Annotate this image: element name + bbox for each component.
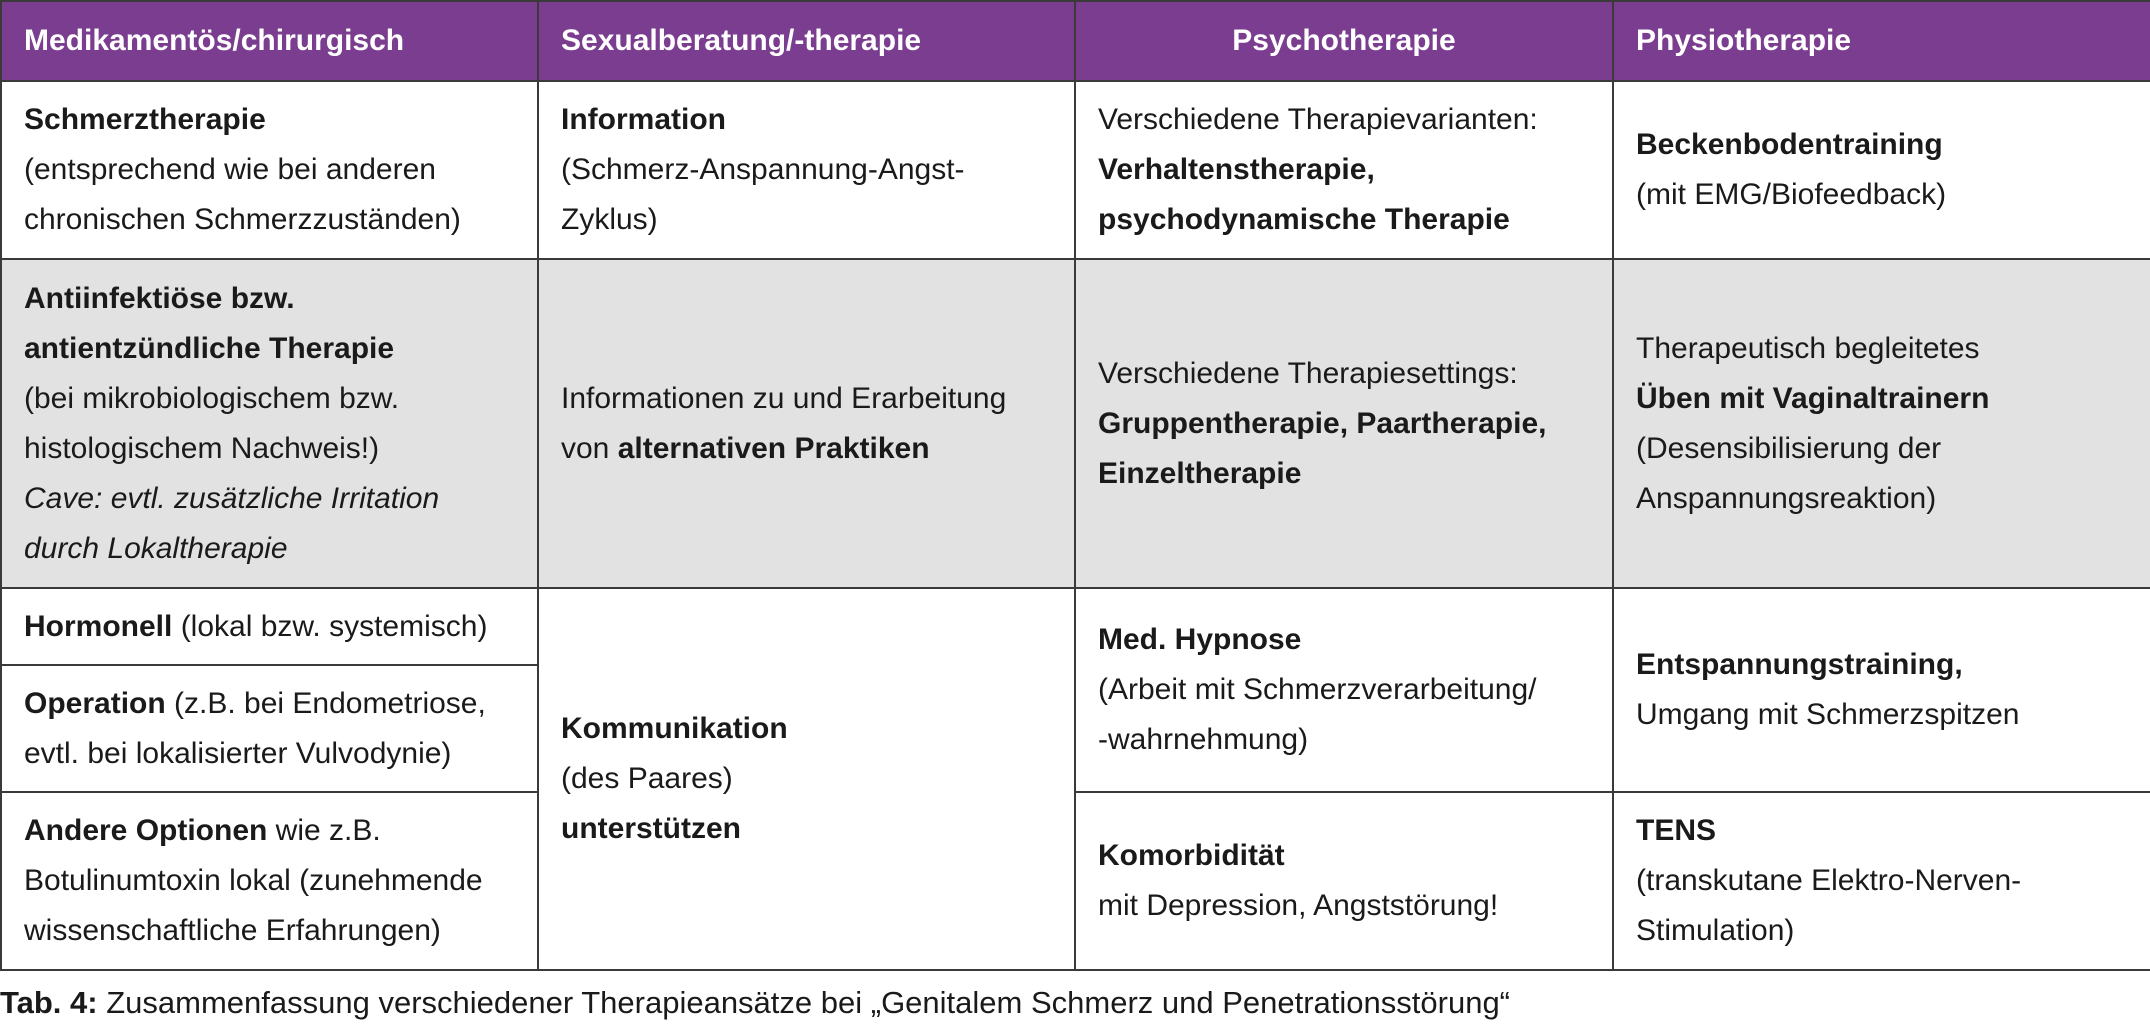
cell-bold-text: Kommunikation [561, 712, 788, 745]
header-medikamentoes: Medikamentös/chirurgisch [1, 1, 538, 81]
cell-text: Anspannungsreaktion) [1636, 481, 1937, 515]
cell-text: (z.B. bei Endometriose, [165, 686, 486, 720]
cell-text: evtl. bei lokalisierter Vulvodynie) [24, 736, 452, 770]
cell-hormonell [1, 588, 538, 665]
cell-tens [1613, 792, 2150, 970]
cell-operation [1, 665, 538, 792]
cell-med-hypnose [1075, 588, 1613, 792]
cell-bold-text: Antiinfektiöse bzw. [24, 281, 295, 315]
cell-text: Verschiedene Therapievarianten: [1098, 103, 1538, 136]
cell-text: Informationen zu und Erarbeitung [561, 381, 1007, 415]
cell-bold-text: antientzündliche Therapie [24, 331, 395, 365]
cell-mixed-text [24, 679, 515, 729]
cell-mixed-text [561, 424, 1052, 474]
cell-text: mit Depression, Angststörung! [1098, 889, 1499, 922]
cell-text: histologischem Nachweis!) [24, 431, 380, 465]
cell-beckenbodentraining [1613, 81, 2150, 259]
caption-text: Zusammenfassung verschiedener Therapieansätze bei „Genitalem Schmerz und Penetrationsstörung“ [97, 985, 1511, 1020]
cell-title: Information [561, 103, 726, 136]
cell-therapiesettings [1075, 259, 1613, 588]
cell-antiinfektioese [1, 259, 538, 588]
cell-text: (mit EMG/Biofeedback) [1636, 178, 1947, 211]
caption-label: Tab. 4: [0, 985, 98, 1020]
cell-text: Botulinumtoxin lokal (zunehmende [24, 864, 483, 897]
cell-text: (des Paares) [561, 762, 733, 795]
table-row [1, 81, 2150, 259]
header-psychotherapie: Psychotherapie [1075, 1, 1613, 81]
cell-text: Zyklus) [561, 203, 658, 236]
table-row [1, 792, 2150, 970]
table-caption [0, 983, 1510, 1023]
cell-title: Beckenbodentraining [1636, 128, 1943, 161]
cell-schmerztherapie [1, 81, 538, 259]
cell-text: Umgang mit Schmerzspitzen [1636, 698, 2020, 731]
cell-kommunikation [538, 588, 1075, 970]
cell-mixed-text [24, 602, 515, 652]
cell-text: (Schmerz-Anspannung-Angst- [561, 153, 965, 186]
cell-text: -wahrnehmung) [1098, 723, 1309, 756]
cell-title: Komorbidität [1098, 839, 1285, 872]
cell-title: Med. Hypnose [1098, 623, 1302, 656]
cell-text: Verschiedene Therapiesettings: [1098, 356, 1518, 390]
cell-bold-text: Andere Optionen [24, 814, 268, 847]
cell-text: (lokal bzw. systemisch) [172, 609, 488, 643]
cell-text: (Desensibilisierung der [1636, 431, 1942, 465]
cell-bold-text: unterstützen [561, 812, 741, 845]
cell-text: (Arbeit mit Schmerzverarbeitung/ [1098, 673, 1537, 706]
cell-text: wie z.B. [267, 814, 381, 847]
cell-text: wissenschaftliche Erfahrungen) [24, 914, 441, 947]
header-physiotherapie: Physiotherapie [1613, 1, 2150, 81]
cell-text: von [561, 431, 618, 465]
cell-bold-text: Einzeltherapie [1098, 456, 1302, 490]
cell-text: Stimulation) [1636, 914, 1795, 947]
cell-text: (entsprechend wie bei anderen [24, 153, 436, 186]
cell-komorbiditaet [1075, 792, 1613, 970]
cell-text: (bei mikrobiologischem bzw. [24, 381, 400, 415]
cell-title: TENS [1636, 814, 1717, 847]
cell-entspannungstraining [1613, 588, 2150, 792]
cell-bold-text: psychodynamische Therapie [1098, 203, 1510, 236]
cell-text: chronischen Schmerzzuständen) [24, 203, 461, 236]
table-row [1, 259, 2150, 588]
cell-text: (transkutane Elektro-Nerven- [1636, 864, 2022, 897]
cell-bold-text: Üben mit Vaginaltrainern [1636, 381, 1990, 415]
header-sexualberatung: Sexualberatung/-therapie [538, 1, 1075, 81]
table-row [1, 588, 2150, 665]
cell-text: Therapeutisch begleitetes [1636, 331, 1980, 365]
cell-andere-optionen [1, 792, 538, 970]
cell-bold-text: alternativen Praktiken [617, 431, 930, 465]
cell-bold-text: Entspannungstraining, [1636, 648, 1963, 681]
cell-bold-text: Gruppentherapie, Paartherapie, [1098, 406, 1547, 440]
cell-title: Schmerztherapie [24, 103, 266, 136]
cell-information [538, 81, 1075, 259]
cell-mixed-text [24, 806, 515, 856]
cell-bold-text: Operation [24, 686, 166, 720]
cell-italic-text: Cave: evtl. zusätzliche Irritation [24, 481, 440, 515]
cell-alternative-praktiken [538, 259, 1075, 588]
cell-therapievarianten [1075, 81, 1613, 259]
cell-italic-text: durch Lokaltherapie [24, 531, 288, 565]
cell-vaginaltrainer [1613, 259, 2150, 588]
cell-bold-text: Verhaltenstherapie, [1098, 153, 1375, 186]
header-row [1, 1, 2150, 81]
cell-bold-text: Hormonell [24, 609, 173, 643]
